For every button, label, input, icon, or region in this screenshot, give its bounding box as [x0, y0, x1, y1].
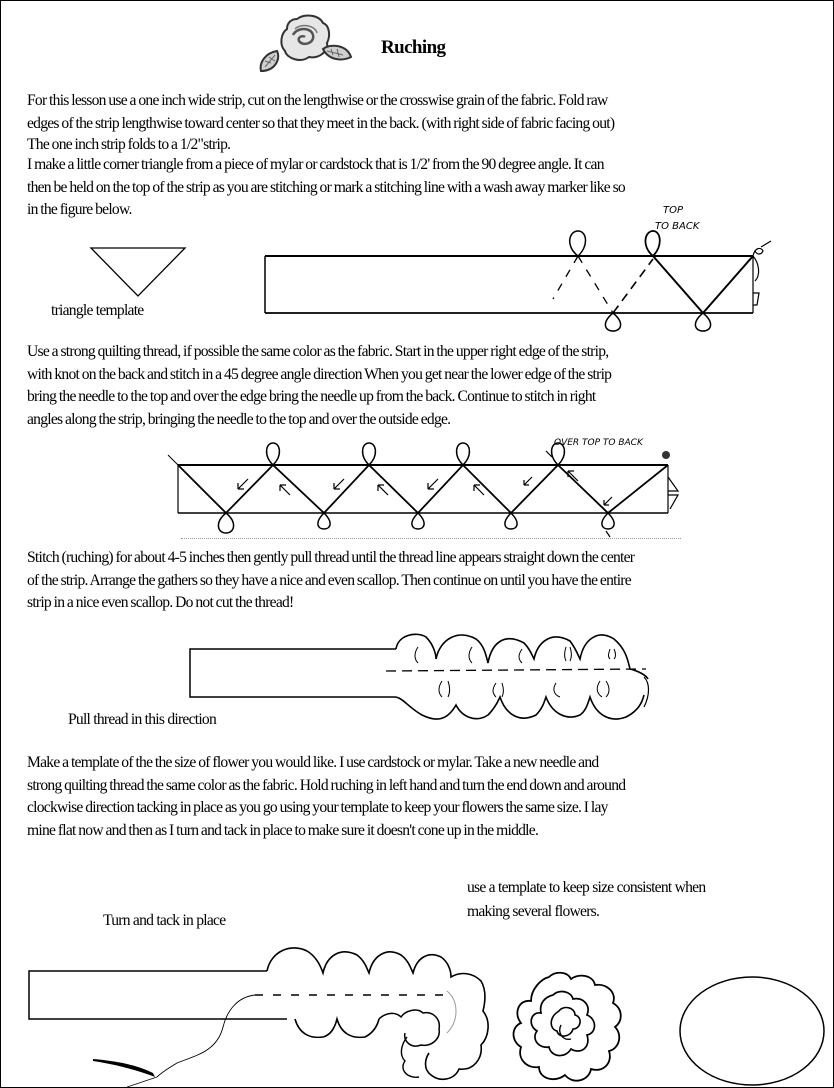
template-caption-line2: making several flowers.: [467, 903, 600, 920]
finished-flower-figure: [509, 971, 669, 1087]
page-title: Ruching: [381, 37, 446, 58]
rose-clipart-icon: [257, 13, 357, 75]
text-line: mine flat now and then as I turn and tack in place to make sure it doesn't cone up in the middle.: [27, 821, 539, 839]
text-line: then be held on the top of the strip as you are stitching or mark a stitching line with a wash away marker like so: [27, 178, 625, 196]
text-line: clockwise direction tacking in place as you go using your template to keep your flowers the same size. I lay: [27, 799, 608, 816]
triangle-template-figure: [89, 246, 189, 298]
thread-paragraph: [27, 341, 827, 431]
top-annotation: TOP: [663, 205, 684, 216]
tack-caption: Turn and tack in place: [103, 912, 226, 929]
text-line: strip in a nice even scallop. Do not cut the thread!: [27, 594, 294, 611]
turn-and-tack-figure: [27, 941, 507, 1087]
over-top-annotation: OVER TOP TO BACK: [554, 438, 643, 448]
triangle-caption: triangle template: [51, 302, 144, 319]
text-line: angles along the strip, bringing the needle to the top and over the outside edge.: [27, 410, 451, 428]
text-line: The one inch strip folds to a 1/2"strip.: [27, 136, 231, 153]
template-caption-line1: use a template to keep size consistent when: [467, 879, 706, 896]
text-line: in the figure below.: [27, 201, 132, 218]
template-paragraph: [27, 752, 827, 842]
gathered-strip-figure: [186, 625, 706, 725]
text-line: strong quilting thread the same color as the fabric. Hold ruching in left hand and turn the end down and around: [27, 776, 626, 794]
stitch-paragraph: [27, 547, 827, 615]
circle-template-figure: [679, 975, 829, 1085]
to-back-annotation: TO BACK: [655, 221, 700, 232]
text-line: For this lesson use a one inch wide strip, cut on the lengthwise or the crosswise grain of the fabric. Fold raw: [27, 92, 608, 109]
dotted-separator: [181, 538, 681, 539]
text-line: of the strip. Arrange the gathers so they have a nice and even scallop. Then continue on until you have the entire: [27, 571, 631, 589]
text-line: Use a strong quilting thread, if possible the same color as the fabric. Start in the upper right edge of the strip,: [27, 343, 609, 360]
text-line: Make a template of the the size of flower you would like. I use cardstock or mylar. Take a new needle and: [27, 754, 599, 771]
text-line: edges of the strip lengthwise toward center so that they meet in the back. (with right side of fabric facing out): [27, 114, 615, 132]
pull-caption: Pull thread in this direction: [68, 711, 217, 728]
text-line: with knot on the back and stitch in a 45 degree angle direction When you get near the lower edge of the strip: [27, 365, 612, 383]
strip-first-stitch-figure: [263, 201, 783, 331]
text-line: bring the needle to the top and over the edge bring the needle up from the back. Continue to stitch in right: [27, 388, 596, 405]
text-line: I make a little corner triangle from a piece of mylar or cardstock that is 1/2' from the 90 degree angle. It can: [27, 156, 604, 173]
zigzag-stitch-figure: [166, 433, 686, 538]
text-line: Stitch (ruching) for about 4-5 inches then gently pull thread until the thread line appears straight down the center: [27, 549, 635, 566]
